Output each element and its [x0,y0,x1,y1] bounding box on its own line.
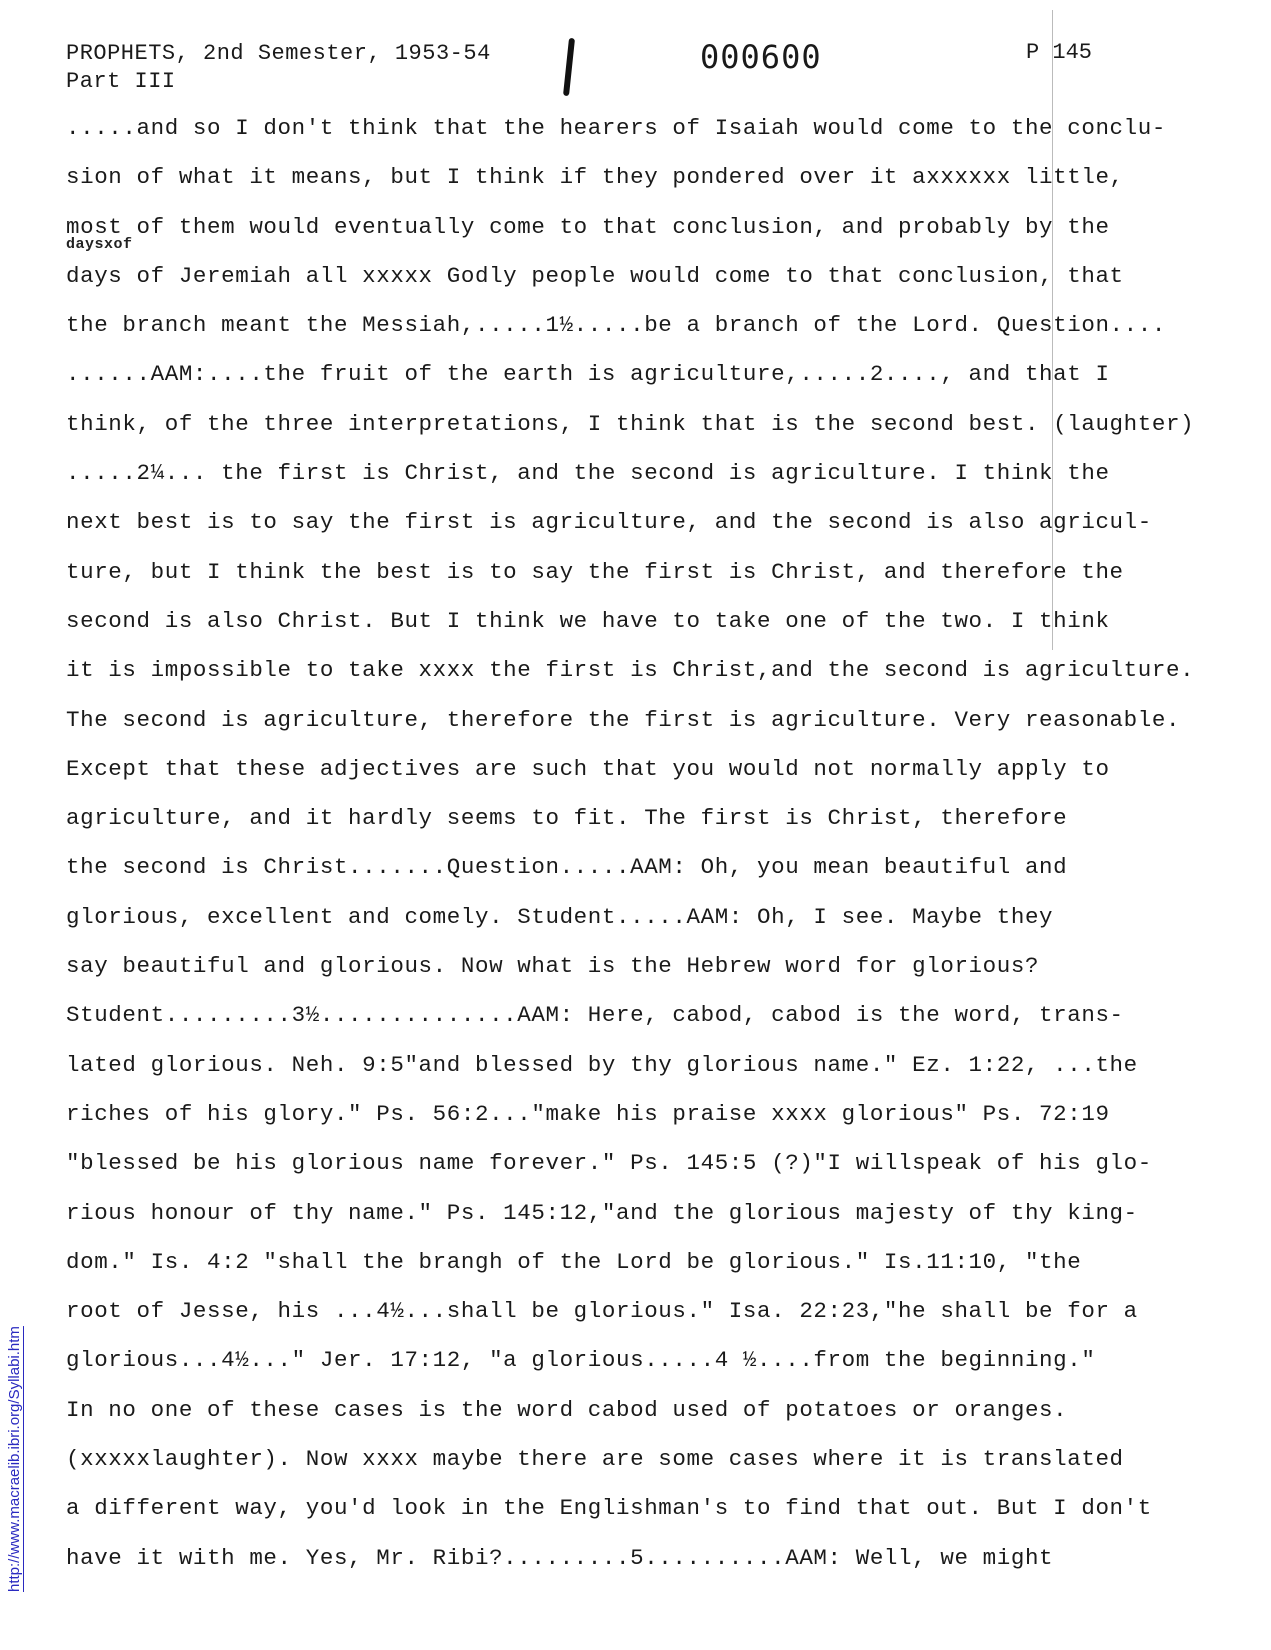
text-line: days of Jeremiah all xxxxx Godly people would come to that conclusion, that [66,262,1124,289]
syllabi-link[interactable]: http://www.macraelib.ibri.org/Syllabi.htm [6,1326,23,1592]
course-title: PROPHETS, 2nd Semester, 1953-54 [66,41,491,66]
handwritten-mark [563,38,575,96]
text-line: rious honour of thy name." Ps. 145:12,"and the glorious majesty of thy king- [66,1199,1138,1226]
text-line: (xxxxxlaughter). Now xxxx maybe there are some cases where it is translated [66,1446,1124,1473]
text-line: agriculture, and it hardly seems to fit. The first is Christ, therefore [66,805,1068,832]
text-line: have it with me. Yes, Mr. Ribi?.........5..........AAM: Well, we might [66,1544,1054,1571]
text-line: next best is to say the first is agriculture, and the second is also agricul- [66,509,1152,536]
text-line: think, of the three interpretations, I think that is the second best. (laughter) [66,410,1195,437]
text-line: Student.........3½..............AAM: Here, cabod, cabod is the word, trans- [66,1002,1124,1029]
text-line: sion of what it means, but I think if they pondered over it axxxxxx little, [66,164,1124,191]
text-line: lated glorious. Neh. 9:5"and blessed by thy glorious name." Ez. 1:22, ...the [66,1051,1138,1078]
text-line: .....and so I don't think that the hearers of Isaiah would come to the conclu- [66,115,1166,141]
transcript-body [66,104,1261,1583]
text-line: The second is agriculture, therefore the first is agriculture. Very reasonable. [66,706,1181,733]
document-header [66,40,491,96]
text-line: ture, but I think the best is to say the first is Christ, and therefore the [66,558,1124,585]
text-line: say beautiful and glorious. Now what is the Hebrew word for glorious? [66,953,1040,980]
text-line: most of them would eventually come to that conclusion, and probably by the [66,213,1110,240]
text-line: second is also Christ. But I think we have to take one of the two. I think [66,607,1110,634]
document-number: 000600 [700,38,822,76]
text-line: "blessed be his glorious name forever." Ps. 145:5 (?)"I willspeak of his glo- [66,1150,1152,1177]
text-line: riches of his glory." Ps. 56:2..."make his praise xxxx glorious" Ps. 72:19 [66,1100,1110,1127]
text-line: root of Jesse, his ...4½...shall be glorious." Isa. 22:23,"he shall be for a [66,1298,1138,1325]
text-line: dom." Is. 4:2 "shall the brangh of the Lord be glorious." Is.11:10, "the [66,1248,1082,1275]
part-label: Part III [66,69,176,94]
text-line: the second is Christ.......Question.....AAM: Oh, you mean beautiful and [66,854,1068,881]
text-line: it is impossible to take xxxx the first is Christ,and the second is agriculture. [66,657,1195,684]
text-line: ......AAM:....the fruit of the earth is agriculture,.....2...., and that I [66,361,1110,388]
text-line: glorious...4½..." Jer. 17:12, "a glorious.....4 ½....from the beginning." [66,1347,1096,1374]
page-number: P 145 [1026,40,1093,65]
text-line: a different way, you'd look in the Englishman's to find that out. But I don't [66,1495,1152,1522]
overstruck-text: daysxof [66,236,133,253]
text-line: .....2¼... the first is Christ, and the second is agriculture. I think the [66,460,1110,487]
text-line: the branch meant the Messiah,.....1½.....be a branch of the Lord. Question.... [66,312,1166,339]
text-line: In no one of these cases is the word cabod used of potatoes or oranges. [66,1396,1068,1423]
text-line: glorious, excellent and comely. Student.....AAM: Oh, I see. Maybe they [66,903,1054,930]
text-line: Except that these adjectives are such that you would not normally apply to [66,755,1110,782]
